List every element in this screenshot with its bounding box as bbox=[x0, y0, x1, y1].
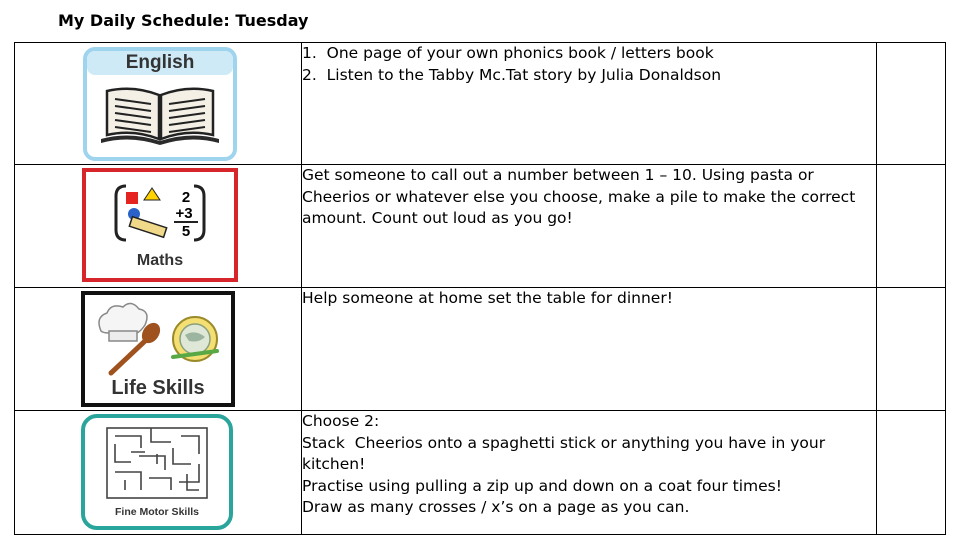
task-line: Practise using pulling a zip up and down on a coat four times! bbox=[302, 476, 782, 495]
card-label: English bbox=[125, 52, 195, 73]
task-cell-life-skills bbox=[302, 288, 877, 411]
task-line: Stack Cheerios onto a spaghetti stick or anything you have in your kitchen! bbox=[302, 433, 831, 473]
card-label: Fine Motor Skills bbox=[114, 506, 200, 518]
table-row bbox=[15, 165, 946, 288]
task-line: Get someone to call out a number between 1 – 10. Using pasta or Cheerios or whatever else you choose, make a pile to make the correct amount. Count out loud as you go! bbox=[302, 166, 861, 227]
task-line: 2. Listen to the Tabby Mc.Tat story by Julia Donaldson bbox=[302, 65, 722, 84]
task-line: Choose 2: bbox=[302, 412, 380, 430]
tick-cell[interactable] bbox=[877, 165, 946, 288]
table-row bbox=[15, 43, 946, 165]
subject-cell-english bbox=[15, 43, 302, 165]
maths-shapes-icon bbox=[82, 168, 238, 282]
task-line: 1. One page of your own phonics book / letters book bbox=[302, 44, 714, 62]
maze-icon bbox=[81, 414, 233, 530]
digit: 2 bbox=[181, 189, 191, 206]
digit: 5 bbox=[181, 223, 191, 240]
fine-motor-card bbox=[81, 414, 233, 530]
subject-cell-life-skills bbox=[15, 288, 302, 411]
table-row bbox=[15, 411, 946, 535]
tick-cell[interactable] bbox=[877, 411, 946, 535]
chef-hat-spoon-icon bbox=[81, 291, 235, 407]
digit: +3 bbox=[175, 205, 193, 222]
task-line: Help someone at home set the table for dinner! bbox=[302, 289, 673, 307]
task-cell-english bbox=[302, 43, 877, 165]
english-card bbox=[83, 47, 237, 161]
life-skills-card bbox=[81, 291, 235, 407]
tick-cell[interactable] bbox=[877, 288, 946, 411]
tick-cell[interactable] bbox=[877, 43, 946, 165]
task-cell-fine-motor bbox=[302, 411, 877, 535]
page-title: My Daily Schedule: Tuesday bbox=[58, 11, 309, 30]
maths-card bbox=[82, 168, 238, 282]
subject-cell-fine-motor bbox=[15, 411, 302, 535]
card-label: Maths bbox=[136, 252, 184, 269]
card-label: Life Skills bbox=[111, 377, 205, 399]
schedule-table bbox=[14, 42, 946, 535]
subject-cell-maths bbox=[15, 165, 302, 288]
open-book-icon bbox=[83, 47, 237, 161]
task-cell-maths bbox=[302, 165, 877, 288]
table-row bbox=[15, 288, 946, 411]
task-line: Draw as many crosses / x’s on a page as you can. bbox=[302, 498, 690, 516]
